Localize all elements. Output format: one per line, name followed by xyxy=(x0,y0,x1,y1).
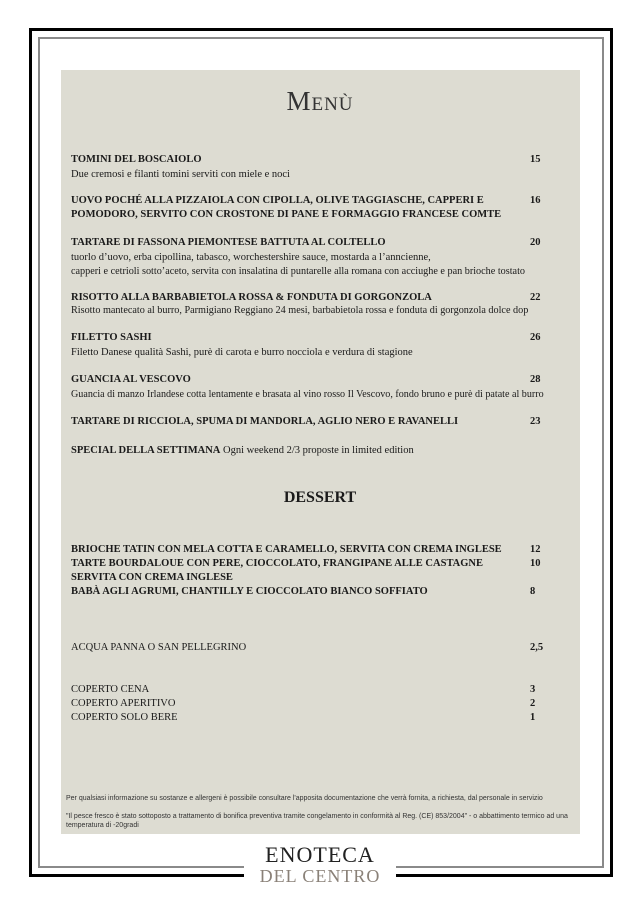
dish-desc: Due cremosi e filanti tomini serviti con miele e noci xyxy=(71,169,290,180)
dessert-name: BABÀ AGLI AGRUMI, CHANTILLY E CIOCCOLATO BIANCO SOFFIATO xyxy=(71,586,428,597)
dish-price: 22 xyxy=(530,292,541,303)
coperto-price: 1 xyxy=(530,712,536,723)
page-title: Menù xyxy=(286,86,354,116)
special-of-week xyxy=(71,444,414,458)
allergen-note: Per qualsiasi informazione su sostanze e allergeni è possibile consultare l'apposita documentazione che verrà fornita, a richiesta, dal personale in servizio xyxy=(66,795,543,802)
dish-name: POMODORO, SERVITO CON CROSTONE DI PANE E FORMAGGIO FRANCESE COMTE xyxy=(71,209,502,220)
coperto-name: COPERTO SOLO BERE xyxy=(71,712,178,723)
dish-name: GUANCIA AL VESCOVO xyxy=(71,374,191,385)
fish-note: "Il pesce fresco è stato sottoposto a trattamento di bonifica preventiva tramite congelamento in conformità al Reg. (CE) 853/2004" - o abbattimento termico ad una temperatura di -20gradi xyxy=(66,813,568,829)
dish-name: TOMINI DEL BOSCAIOLO xyxy=(71,154,202,165)
dish-price: 28 xyxy=(530,374,541,385)
dish-name: RISOTTO ALLA BARBABIETOLA ROSSA & FONDUTA DI GORGONZOLA xyxy=(71,292,432,303)
special-name: SPECIAL DELLA SETTIMANA xyxy=(71,445,221,456)
dish-desc: Filetto Danese qualità Sashi, purè di carota e burro nocciola e verdura di stagione xyxy=(71,347,413,358)
dessert-price: 10 xyxy=(530,558,541,569)
dessert-heading: DESSERT xyxy=(283,489,357,506)
dessert-name: BRIOCHE TATIN CON MELA COTTA E CARAMELLO, SERVITA CON CREMA INGLESE xyxy=(71,544,502,555)
dish-name: TARTARE DI FASSONA PIEMONTESE BATTUTA AL COLTELLO xyxy=(71,237,386,248)
logo-line2: DEL CENTRO xyxy=(259,866,381,886)
coperto-name: COPERTO APERITIVO xyxy=(71,698,176,709)
dish-desc: Risotto mantecato al burro, Parmigiano Reggiano 24 mesi, barbabietola rossa e fonduta di gorgonzola dolce dop xyxy=(71,305,529,316)
coperto-price: 2 xyxy=(530,698,536,709)
water-price: 2,5 xyxy=(530,642,544,653)
dish-name: TARTARE DI RICCIOLA, SPUMA DI MANDORLA, AGLIO NERO E RAVANELLI xyxy=(71,416,459,427)
special-text: Ogni weekend 2/3 proposte in limited edition xyxy=(220,445,414,456)
dish-desc: capperi e cetrioli sotto’aceto, servita con insalatina di puntarelle alla romana con acciughe e pan brioche tostato xyxy=(71,266,526,277)
dish-name: UOVO POCHÉ ALLA PIZZAIOLA CON CIPOLLA, OLIVE TAGGIASCHE, CAPPERI E xyxy=(71,195,484,206)
dish-desc: Guancia di manzo Irlandese cotta lentamente e brasata al vino rosso Il Vescovo, fondo bruno e purè di patate al burro xyxy=(71,389,544,400)
dish-price: 23 xyxy=(530,416,541,427)
dessert-price: 12 xyxy=(530,544,541,555)
dish-desc: tuorlo d’uovo, erba cipollina, tabasco, worchestershire sauce, mostarda a l’anncienne, xyxy=(71,252,431,263)
dish-name: FILETTO SASHI xyxy=(71,332,152,343)
dish-price: 16 xyxy=(530,195,541,206)
dish-price: 20 xyxy=(530,237,541,248)
dish-price: 26 xyxy=(530,332,541,343)
dessert-name: TARTE BOURDALOUE CON PERE, CIOCCOLATO, FRANGIPANE ALLE CASTAGNE xyxy=(71,558,484,569)
dessert-name: SERVITA CON CREMA INGLESE xyxy=(71,572,233,583)
dish-price: 15 xyxy=(530,154,541,165)
logo xyxy=(244,843,396,893)
dessert-price: 8 xyxy=(530,586,536,597)
coperto-name: COPERTO CENA xyxy=(71,684,150,695)
logo-line1: ENOTECA xyxy=(265,842,375,867)
water-name: ACQUA PANNA O SAN PELLEGRINO xyxy=(71,642,247,653)
coperto-price: 3 xyxy=(530,684,536,695)
